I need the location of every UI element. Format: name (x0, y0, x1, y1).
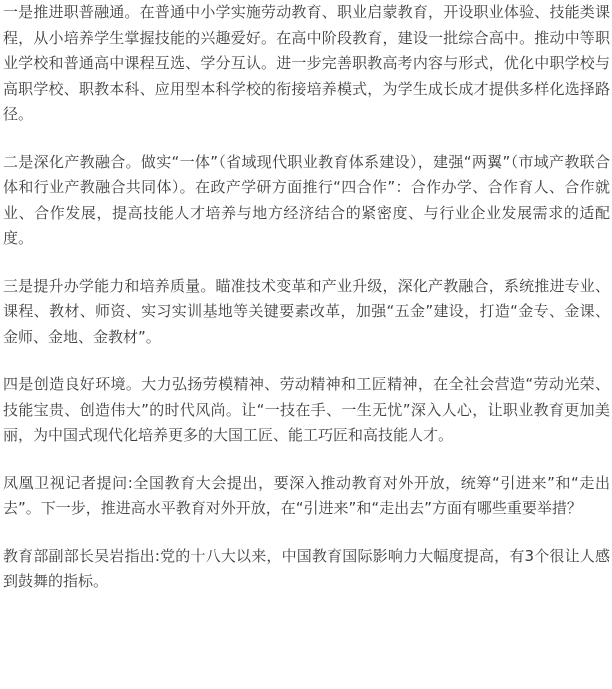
paragraph-capacity-and-quality: 三是提升办学能力和培养质量。瞄准技术变革和产业升级，深化产教融合，系统推进专业、课程、教材、师资、实习实训基地等关键要素改革，加强“五金”建设，打造“金专、金课、金师、金地、金教材”。 (3, 276, 610, 346)
paragraph-vice-minister-answer: 教育部副部长吴岩指出:党的十八大以来，中国教育国际影响力大幅度提高，有3个很让人感到鼓舞的指标。 (3, 546, 610, 590)
paragraph-vocational-general-integration: 一是推进职普融通。在普通中小学实施劳动教育、职业启蒙教育，开设职业体验、技能类课程，从小培养学生掌握技能的兴趣爱好。在高中阶段教育，建设一批综合高中。推动中等职业学校和普通高中课程互选、学分互认。进一步完善职教高考内容与形式，优化中职学校与高职学校、职教本科、应用型本科学校的衔接培养模式，为学生成长成才提供多样化选择路径。 (3, 3, 610, 123)
paragraph-reporter-question: 凤凰卫视记者提问:全国教育大会提出，要深入推动教育对外开放，统筹“引进来”和“走出去”。下一步，推进高水平教育对外开放，在“引进来”和“走出去”方面有哪些重要举措？ (3, 473, 610, 517)
paragraph-good-environment: 四是创造良好环境。大力弘扬劳模精神、劳动精神和工匠精神，在全社会营造“劳动光荣、技能宝贵、创造伟大”的时代风尚。让“一技在手、一生无忧”深入人心，让职业教育更加美丽，为中国式现代化培养更多的大国工匠、能工巧匠和高技能人才。 (3, 375, 610, 444)
paragraph-industry-education-integration: 二是深化产教融合。做实“一体”（省域现代职业教育体系建设），建强“两翼”（市域产教联合体和行业产教融合共同体）。在政产学研方面推行“四合作”：合作办学、合作育人、合作就业、合作发展，提高技能人才培养与地方经济结合的紧密度、与行业企业发展需求的适配度。 (3, 152, 610, 247)
